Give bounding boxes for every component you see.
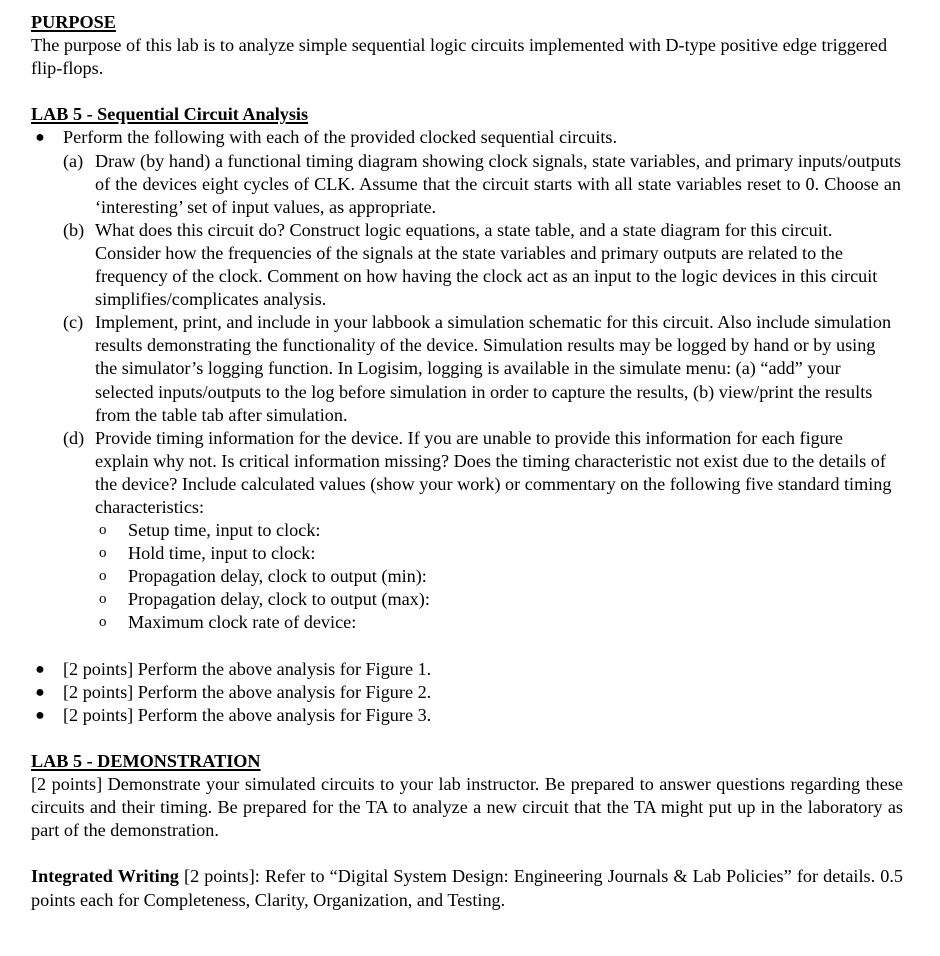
figure-bullet bbox=[31, 658, 903, 681]
timing-characteristics-list bbox=[31, 519, 903, 634]
circle-bullet-icon: o bbox=[99, 545, 107, 562]
demonstration-text: [2 points] Demonstrate your simulated circuits to your lab instructor. Be prepared to answer questions regarding these circuits and their timing. Be prepared for the TA to analyze a new circuit that the TA might put up in the laboratory as part of the demonstration. bbox=[31, 774, 903, 841]
sub-item-text: Implement, print, and include in your labbook a simulation schematic for this circuit. Also include simulation results demonstrating the functionality of the device. Simulation results may be logged by hand or by using the simulator’s logging function. In Logisim, logging is available in the simulate menu: (a) “add” your selected inputs/outputs to the log before simulation in order to capture the results, (b) view/print the results from the table tab after simulation. bbox=[95, 312, 892, 425]
sub-item-marker: (b) bbox=[63, 219, 85, 240]
timing-item bbox=[31, 588, 903, 611]
timing-item-text: Hold time, input to clock: bbox=[128, 543, 316, 564]
spacer bbox=[31, 727, 903, 750]
document-page bbox=[31, 11, 903, 912]
circle-bullet-icon: o bbox=[99, 591, 107, 608]
bullet-icon: ● bbox=[35, 129, 45, 147]
purpose-text: The purpose of this lab is to analyze simple sequential logic circuits implemented with D-type positive edge triggered flip-flops. bbox=[31, 35, 888, 79]
figure-bullet bbox=[31, 681, 903, 704]
sub-item-text: Provide timing information for the device. If you are unable to provide this information for each figure explain why not. Is critical information missing? Does the timing characteristic not exist due to the details of the device? Include calculated values (show your work) or commentary on the following five standard timing characteristics: bbox=[95, 427, 892, 517]
circle-bullet-icon: o bbox=[99, 522, 107, 539]
timing-item-text: Setup time, input to clock: bbox=[128, 520, 321, 541]
spacer bbox=[31, 635, 903, 658]
sub-item-marker: (d) bbox=[63, 427, 85, 448]
timing-item bbox=[31, 611, 903, 634]
sub-item-d bbox=[31, 427, 903, 519]
sub-item-a bbox=[31, 150, 903, 219]
timing-item bbox=[31, 565, 903, 588]
sub-item-marker: (c) bbox=[63, 312, 84, 333]
timing-item bbox=[31, 542, 903, 565]
spacer bbox=[31, 842, 903, 865]
bullet-icon: ● bbox=[35, 660, 45, 678]
demonstration-section bbox=[31, 750, 903, 842]
bullet-icon: ● bbox=[35, 706, 45, 724]
integrated-writing-label: Integrated Writing bbox=[31, 866, 179, 887]
intro-bullet-text: Perform the following with each of the provided clocked sequential circuits. bbox=[63, 127, 618, 148]
purpose-heading: PURPOSE bbox=[31, 12, 116, 32]
integrated-writing-paragraph bbox=[31, 865, 903, 911]
timing-item-text: Propagation delay, clock to output (min): bbox=[128, 566, 427, 587]
timing-item bbox=[31, 519, 903, 542]
sub-item-text: Draw (by hand) a functional timing diagram showing clock signals, state variables, and primary inputs/outputs of the devices eight cycles of CLK. Assume that the circuit starts with all state variables reset to 0. Choose an ‘interesting’ set of input values, as appropriate. bbox=[95, 150, 901, 217]
spacer bbox=[31, 80, 903, 103]
sub-item-marker: (a) bbox=[63, 150, 84, 171]
sub-item-c bbox=[31, 311, 903, 426]
sub-item-b bbox=[31, 219, 903, 311]
integrated-writing-text: [2 points]: Refer to “Digital System Design: Engineering Journals & Lab Policies” for details. 0.5 points each for Completeness, Clarity, Organization, and Testing. bbox=[31, 866, 903, 910]
figure-bullet bbox=[31, 704, 903, 727]
purpose-section bbox=[31, 11, 903, 80]
analysis-section bbox=[31, 103, 903, 727]
figure-bullet-text: [2 points] Perform the above analysis for Figure 2. bbox=[63, 681, 432, 702]
timing-item-text: Propagation delay, clock to output (max): bbox=[128, 589, 430, 610]
sub-item-text: What does this circuit do? Construct logic equations, a state table, and a state diagram for this circuit. Consider how the frequencies of the signals at the state variables and primary outputs are related to the frequency of the clock. Comment on how having the clock act as an input to the logic devices in this circuit simplifies/complicates analysis. bbox=[95, 219, 878, 310]
timing-item-text: Maximum clock rate of device: bbox=[128, 612, 357, 633]
analysis-heading: LAB 5 - Sequential Circuit Analysis bbox=[31, 104, 309, 125]
intro-bullet bbox=[31, 126, 903, 149]
figure-bullets-list bbox=[31, 658, 903, 727]
integrated-writing-section bbox=[31, 865, 903, 911]
figure-bullet-text: [2 points] Perform the above analysis for Figure 3. bbox=[63, 704, 432, 725]
circle-bullet-icon: o bbox=[99, 614, 107, 631]
demonstration-heading: LAB 5 - DEMONSTRATION bbox=[31, 751, 261, 771]
bullet-icon: ● bbox=[35, 683, 45, 701]
figure-bullet-text: [2 points] Perform the above analysis for Figure 1. bbox=[63, 658, 432, 679]
circle-bullet-icon: o bbox=[99, 568, 107, 585]
